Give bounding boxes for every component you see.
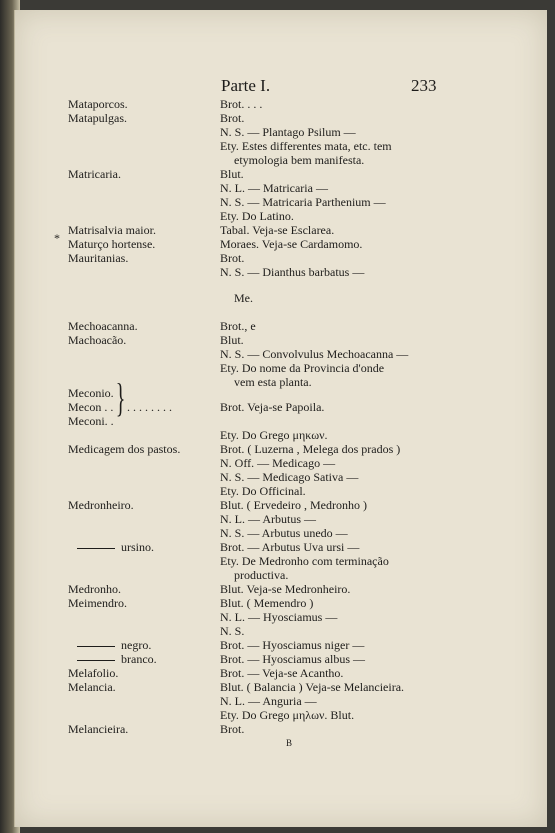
- entry-definition: Brot. — Hyosciamus albus —: [220, 652, 365, 666]
- entry-term: Meconi. .: [68, 414, 114, 428]
- entry-definition: Ety. Do Latino.: [220, 209, 294, 223]
- entry-definition: vem esta planta.: [234, 375, 312, 389]
- entry-definition: Ety. De Medronho com terminação: [220, 554, 389, 568]
- entry-definition: productiva.: [234, 568, 289, 582]
- entry-term: Melancieira.: [68, 722, 129, 736]
- entry-definition: N. S. — Matricaria Parthenium —: [220, 195, 386, 209]
- book-page: [14, 10, 547, 827]
- entry-definition: Brot. — Hyosciamus niger —: [220, 638, 365, 652]
- brace-leader-dots: . . . . . . . .: [127, 400, 172, 414]
- entry-term: Meimendro.: [68, 596, 127, 610]
- page-title: Parte I.: [221, 76, 271, 95]
- entry-definition: N. L. — Anguria —: [220, 694, 317, 708]
- entry-definition: Brot., e: [220, 319, 256, 333]
- entry-term: Matapulgas.: [68, 111, 127, 125]
- entry-term: ursino.: [77, 540, 154, 554]
- entry-definition: Me.: [234, 291, 253, 305]
- entry-definition: N. S. — Medicago Sativa —: [220, 470, 359, 484]
- repeat-dash: [77, 548, 115, 549]
- entry-definition: Brot. Veja-se Papoila.: [220, 400, 325, 414]
- entry-definition: Ety. Do Officinal.: [220, 484, 306, 498]
- entry-definition: Brot. — Veja-se Acantho.: [220, 666, 344, 680]
- entry-definition: Ety. Estes differentes mata, etc. tem: [220, 139, 392, 153]
- entry-definition: Brot. — Arbutus Uva ursi —: [220, 540, 360, 554]
- entry-definition: N. S. — Plantago Psilum —: [220, 125, 356, 139]
- entry-term: negro.: [77, 638, 151, 652]
- entry-term: Mauritanias.: [68, 251, 129, 265]
- entry-definition: N. Off. — Medicago —: [220, 456, 336, 470]
- entry-definition: N. S.: [220, 624, 245, 638]
- entry-definition: Brot.: [220, 251, 245, 265]
- entry-term: Medronheiro.: [68, 498, 134, 512]
- entry-term: Mechoacanna.: [68, 319, 138, 333]
- entry-definition: N. L. — Hyosciamus —: [220, 610, 338, 624]
- entry-term: Machoacão.: [68, 333, 127, 347]
- entry-definition: Blut. ( Ervedeiro , Medronho ): [220, 498, 367, 512]
- entry-definition: Brot.: [220, 722, 245, 736]
- entry-term: Melafolio.: [68, 666, 119, 680]
- entry-term: Medicagem dos pastos.: [68, 442, 181, 456]
- entry-definition: Blut. ( Memendro ): [220, 596, 314, 610]
- entry-definition: Blut.: [220, 167, 244, 181]
- entry-definition: N. S. — Arbutus unedo —: [220, 526, 348, 540]
- signature-mark: B: [286, 738, 293, 748]
- entry-definition: Brot. ( Luzerna , Melega dos prados ): [220, 442, 401, 456]
- entry-term: branco.: [77, 652, 157, 666]
- entry-term: Mecon . .: [68, 400, 114, 414]
- entry-definition: Tabal. Veja-se Esclarea.: [220, 223, 335, 237]
- entry-definition: Ety. Do Grego μηλων. Blut.: [220, 708, 355, 722]
- repeat-dash: [77, 660, 115, 661]
- entry-definition: Blut. Veja-se Medronheiro.: [220, 582, 351, 596]
- entry-term: Medronho.: [68, 582, 121, 596]
- entry-term: Meconio.: [68, 386, 114, 400]
- entry-definition: N. S. — Dianthus barbatus —: [220, 265, 365, 279]
- entry-definition: N. L. — Matricaria —: [220, 181, 328, 195]
- entry-definition: Brot. . . .: [220, 97, 263, 111]
- entry-definition: N. S. — Convolvulus Mechoacanna —: [220, 347, 409, 361]
- repeat-dash: [77, 646, 115, 647]
- entry-term: Mataporcos.: [68, 97, 128, 111]
- entry-definition: N. L. — Arbutus —: [220, 512, 316, 526]
- entry-definition: Blut.: [220, 333, 244, 347]
- asterisk-mark: *: [54, 231, 60, 245]
- entry-definition: Ety. Do Grego μηκων.: [220, 428, 328, 442]
- entry-term: Maturço hortense.: [68, 237, 156, 251]
- entry-definition: Blut. ( Balancia ) Veja-se Melancieira.: [220, 680, 405, 694]
- brace-symbol: }: [115, 375, 126, 420]
- entry-definition: Brot.: [220, 111, 245, 125]
- entry-term: Melancia.: [68, 680, 116, 694]
- entry-term: Matricaria.: [68, 167, 121, 181]
- entry-definition: etymologia bem manifesta.: [234, 153, 365, 167]
- entry-definition: Moraes. Veja-se Cardamomo.: [220, 237, 363, 251]
- page-number: 233: [411, 76, 437, 95]
- entry-definition: Ety. Do nome da Provincia d'onde: [220, 361, 385, 375]
- entry-term: Matrisalvia maior.: [68, 223, 156, 237]
